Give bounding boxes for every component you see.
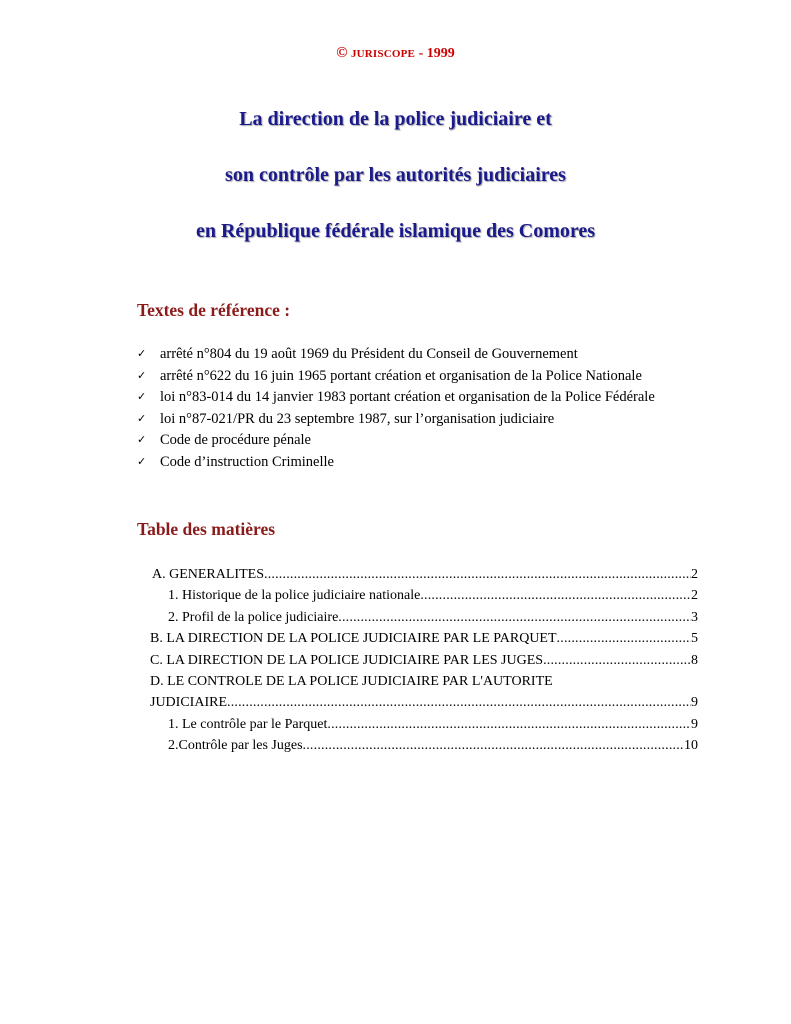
toc-entry-page: 9 <box>691 692 698 713</box>
check-icon: ✓ <box>137 412 147 425</box>
check-icon: ✓ <box>137 391 147 403</box>
references-heading: Textes de référence : <box>137 300 291 320</box>
toc-entry-page: 5 <box>691 628 698 649</box>
reference-item: ✓ loi n°87-021/PR du 23 septembre 1987, sur l’organisation judiciaire <box>137 409 655 431</box>
toc-entry-label: D. LE CONTROLE DE LA POLICE JUDICIAIRE PAR L'AUTORITE <box>150 671 698 692</box>
toc-entry[interactable] <box>152 714 698 735</box>
check-icon: ✓ <box>137 348 147 360</box>
toc-entry-continuation[interactable] <box>150 692 698 713</box>
title-line-1: La direction de la police judiciaire et <box>239 108 552 130</box>
toc-entry-label: 1. Le contrôle par le Parquet <box>168 714 327 735</box>
check-icon: ✓ <box>137 369 147 382</box>
table-of-contents <box>152 564 698 757</box>
toc-entry[interactable] <box>152 585 698 606</box>
toc-entry-label: A. GENERALITES <box>152 564 264 585</box>
toc-entry[interactable] <box>152 564 698 585</box>
reference-item: ✓ arrêté n°804 du 19 août 1969 du Président du Conseil de Gouvernement <box>137 344 655 366</box>
toc-entry[interactable] <box>152 735 698 756</box>
toc-entry[interactable] <box>152 607 698 628</box>
reference-item: ✓ arrêté n°622 du 16 juin 1965 portant création et organisation de la Police Nationale <box>137 366 655 388</box>
copyright-line <box>0 45 791 62</box>
reference-item: ✓ loi n°83-014 du 14 janvier 1983 portant création et organisation de la Police Fédérale <box>137 387 655 409</box>
toc-entry-page: 10 <box>684 735 698 756</box>
title-line-3: en République fédérale islamique des Comores <box>195 220 596 242</box>
toc-entry-page: 8 <box>691 650 698 671</box>
check-icon: ✓ <box>137 434 147 446</box>
toc-heading: Table des matières <box>137 519 276 539</box>
toc-entry-label: C. LA DIRECTION DE LA POLICE JUDICIAIRE PAR LES JUGES <box>150 650 543 671</box>
toc-entry[interactable] <box>150 650 698 671</box>
check-icon: ✓ <box>137 455 147 468</box>
toc-entry-label: 2. Profil de la police judiciaire <box>168 607 338 628</box>
title-line-2: son contrôle par les autorités judiciaires <box>225 164 566 186</box>
toc-entry[interactable] <box>150 628 698 649</box>
reference-item: ✓ Code d’instruction Criminelle <box>137 452 655 474</box>
toc-entry-label: B. LA DIRECTION DE LA POLICE JUDICIAIRE PAR LE PARQUET <box>150 628 557 649</box>
copyright-year: - 1999 <box>418 46 455 61</box>
toc-entry-page: 2 <box>691 564 698 585</box>
toc-entry-page: 9 <box>691 714 698 735</box>
toc-entry-page: 2 <box>691 585 698 606</box>
toc-entry-page: 3 <box>691 607 698 628</box>
references-list <box>137 344 655 473</box>
copyright-brand: JURISCOPE <box>350 48 416 60</box>
toc-entry-label: 2.Contrôle par les Juges <box>168 735 303 756</box>
copyright-symbol: © <box>336 45 348 61</box>
reference-item: ✓ Code de procédure pénale <box>137 430 655 452</box>
toc-entry[interactable] <box>150 671 698 692</box>
toc-entry-label: 1. Historique de la police judiciaire nationale <box>168 585 420 606</box>
toc-entry-label: JUDICIAIRE <box>150 692 227 713</box>
